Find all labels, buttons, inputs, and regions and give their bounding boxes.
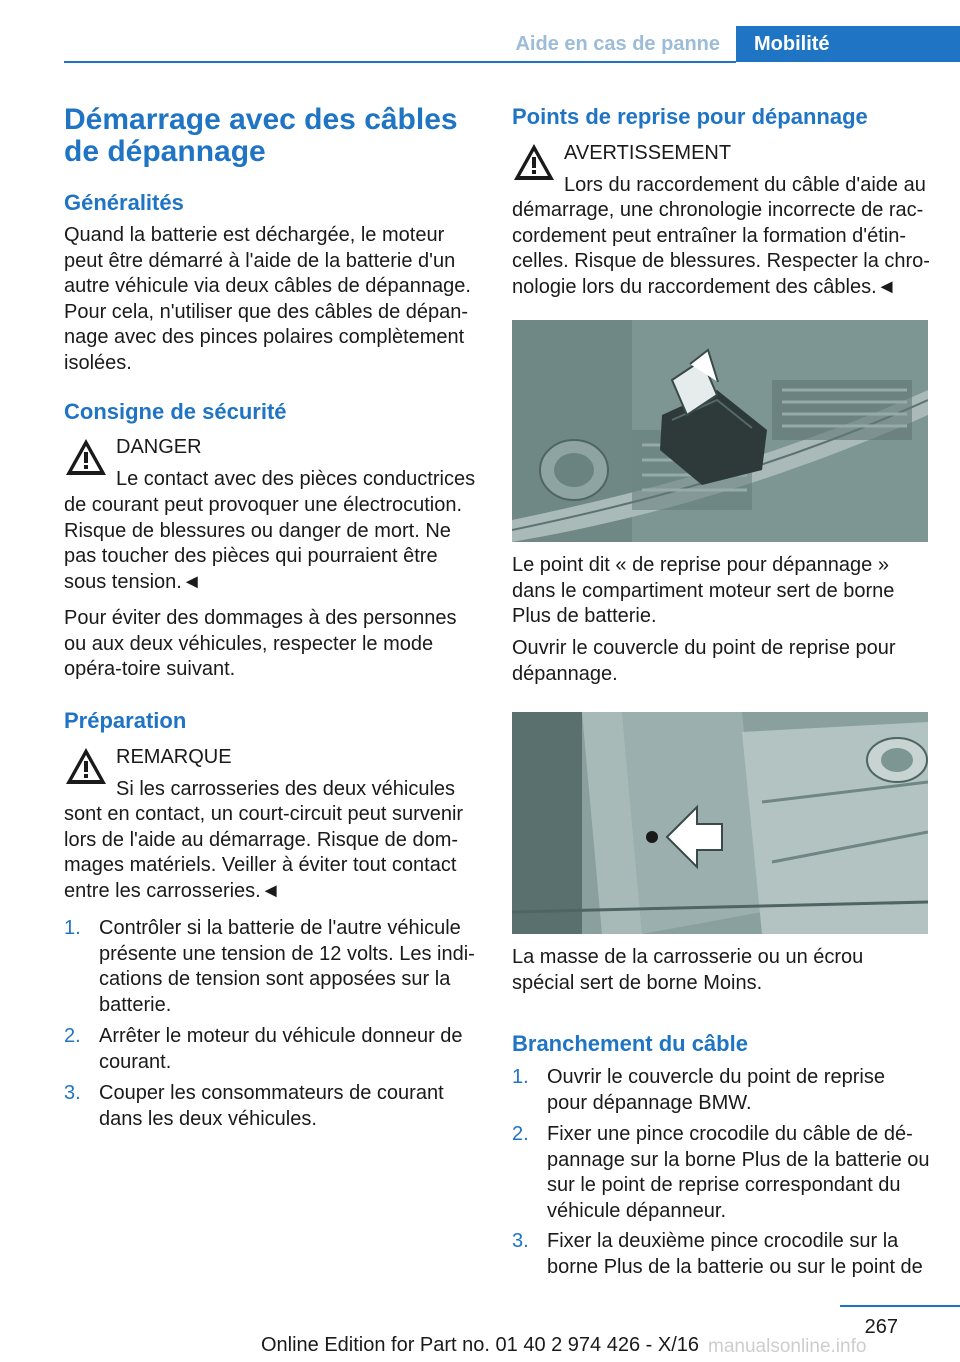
list-item-number: 1.	[64, 917, 81, 939]
list-item-text: Contrôler si la batterie de l'autre véhicule présente une tension de 12 volts. Les indi-cations de tension sont apposées sur la batterie.	[99, 917, 475, 1016]
danger-text: de courant peut provoquer une électrocution. Risque de blessures ou danger de mort. Ne pas toucher des pièces qui pourraient être sous tension.◄	[64, 494, 463, 593]
header-rule	[64, 61, 736, 63]
list-item-text: Ouvrir le couvercle du point de reprise pour dépannage BMW.	[547, 1066, 885, 1114]
footer-rule	[840, 1305, 960, 1307]
engine-bay-illustration	[512, 320, 928, 542]
list-item-number: 3.	[512, 1230, 529, 1252]
page-number: 267	[864, 1316, 898, 1338]
danger-first-line: Le contact avec des pièces conductrices	[116, 468, 476, 490]
note-first-line: Si les carrosseries des deux véhicules	[116, 778, 456, 800]
preparation-heading: Préparation	[64, 708, 187, 733]
header-chapter-tab: Mobilité	[736, 26, 960, 62]
list-item-text: Fixer la deuxième pince crocodile sur la borne Plus de la batterie ou sur le point de	[547, 1230, 923, 1278]
cable-heading: Branchement du câble	[512, 1031, 748, 1056]
warning-first-line: Lors du raccordement du câble d'aide au	[564, 174, 926, 196]
list-item-text: Couper les consommateurs de courant dans les deux véhicules.	[99, 1082, 444, 1130]
page-title: Démarrage avec des câbles de dépannage	[64, 103, 458, 168]
caption-plus-terminal: Le point dit « de reprise pour dépannage » dans le compartiment moteur sert de borne Plus de batterie.	[512, 554, 895, 627]
ground-point-illustration	[512, 712, 928, 934]
note-label: REMARQUE	[116, 746, 232, 768]
note-text: sont en contact, un court-circuit peut survenir lors de l'aide au démarrage. Risque de dom-mages matériels. Veiller à éviter tout contact entre les carrosseries.◄	[64, 803, 464, 902]
list-item-text: Arrêter le moteur du véhicule donneur de courant.	[99, 1025, 463, 1073]
caption-minus-terminal: La masse de la carrosserie ou un écrou spécial sert de borne Moins.	[512, 946, 864, 994]
watermark: manualsonline.info	[708, 1336, 867, 1357]
warning-label: AVERTISSEMENT	[564, 142, 732, 164]
engine-compartment-photo-plus	[512, 320, 928, 542]
list-item-number: 2.	[64, 1025, 81, 1047]
points-heading: Points de reprise pour dépannage	[512, 104, 868, 129]
caption-open-cover: Ouvrir le couvercle du point de reprise pour dépannage.	[512, 637, 896, 685]
danger-label: DANGER	[116, 436, 202, 458]
general-text: Quand la batterie est déchargée, le moteur peut être démarré à l'aide de la batterie d'un autre véhicule via deux câbles de dépannage. Pour cela, n'utiliser que des câbles de dépan-nage avec des pinces polaires complètement isolées.	[64, 224, 471, 374]
list-item-number: 3.	[64, 1082, 81, 1104]
warning-triangle-icon	[64, 437, 108, 477]
general-heading: Généralités	[64, 190, 184, 215]
warning-triangle-icon	[512, 142, 556, 182]
engine-compartment-photo-minus	[512, 712, 928, 934]
list-item-text: Fixer une pince crocodile du câble de dé-pannage sur la borne Plus de la batterie ou sur le point de reprise correspondant du véhicule dépanneur.	[547, 1123, 930, 1222]
warning-text: démarrage, une chronologie incorrecte de rac-cordement peut entraîner la formation d'étin-celles. Risque de blessures. Respecter la chro-nologie lors du raccordement des câbles.◄	[512, 199, 930, 298]
warning-triangle-icon	[64, 746, 108, 786]
list-item-number: 1.	[512, 1066, 529, 1088]
edition-line: Online Edition for Part no. 01 40 2 974 426 - X/16	[260, 1334, 700, 1356]
header-section-tab: Aide en cas de panne	[515, 33, 720, 55]
list-item-number: 2.	[512, 1123, 529, 1145]
safety-heading: Consigne de sécurité	[64, 399, 287, 424]
safety-text: Pour éviter des dommages à des personnes ou aux deux véhicules, respecter le mode opéra-toire suivant.	[64, 607, 457, 680]
